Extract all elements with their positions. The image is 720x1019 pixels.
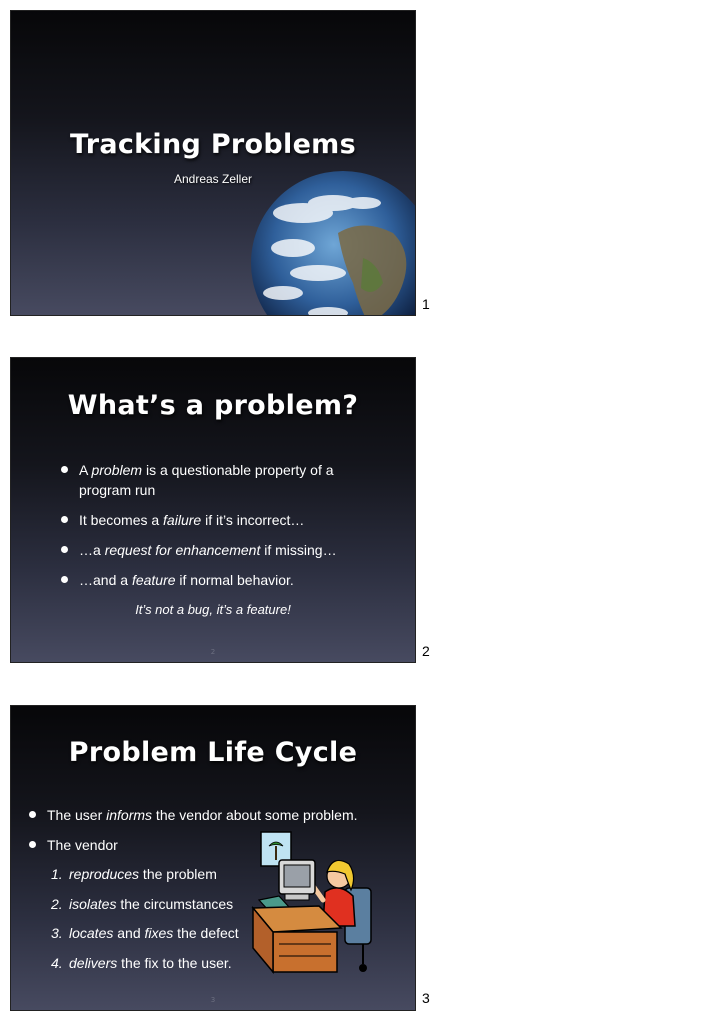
slide-number: 1	[422, 296, 430, 312]
list-item: …and a feature if normal behavior.	[61, 570, 361, 590]
list-item: The user informs the vendor about some problem.	[29, 805, 409, 825]
list-item: 3. locates and fixes the defect	[51, 925, 239, 942]
slide-number: 2	[422, 643, 430, 659]
bullet-icon	[29, 841, 36, 848]
slide-title: Tracking Problems	[69, 129, 356, 160]
slide-author: Andreas Zeller	[173, 172, 253, 186]
slide-title: Problem Life Cycle	[68, 737, 358, 768]
bullet-icon	[61, 516, 68, 523]
slide-2	[10, 357, 416, 663]
slide-title: What’s a problem?	[67, 390, 359, 421]
list-item: The vendor	[29, 835, 409, 855]
slide-3	[10, 705, 416, 1011]
slide-footer-number: 2	[210, 648, 216, 656]
bullet-icon	[29, 811, 36, 818]
slide-1	[10, 10, 416, 316]
bullet-list	[61, 460, 361, 600]
bullet-icon	[61, 546, 68, 553]
list-item: …a request for enhancement if missing…	[61, 540, 361, 560]
slide-quote: It’s not a bug, it’s a feature!	[135, 602, 291, 617]
support-desk-clipart	[249, 830, 379, 976]
list-item: A problem is a questionable property of a program run	[61, 460, 361, 500]
list-item: 4. delivers the fix to the user.	[51, 954, 232, 971]
step-list	[51, 864, 251, 982]
list-item: 2. isolates the circumstances	[51, 895, 234, 912]
bullet-icon	[61, 466, 68, 473]
bullet-icon	[61, 576, 68, 583]
list-item: It becomes a failure if it’s incorrect…	[61, 510, 361, 530]
list-item: 1. reproduces the problem	[51, 866, 217, 882]
slide-footer-number: 3	[210, 996, 216, 1004]
slide-number: 3	[422, 990, 430, 1006]
earth-image	[243, 163, 416, 316]
